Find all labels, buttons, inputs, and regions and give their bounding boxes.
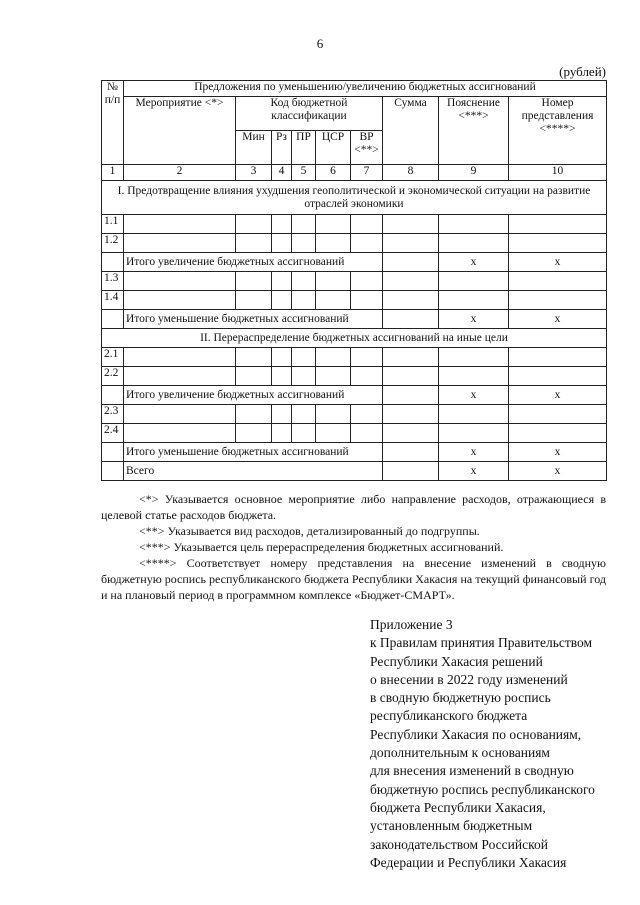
total-decrease-label: Итого уменьшение бюджетных ассигнований [124, 443, 383, 462]
col-number: 8 [383, 165, 439, 181]
x-mark: x [439, 310, 509, 329]
x-mark: x [509, 462, 607, 481]
row-number: 1.4 [102, 291, 124, 310]
footnotes [101, 491, 606, 603]
total-decrease-row [102, 443, 607, 462]
col-number: 6 [316, 165, 351, 181]
x-mark: x [439, 462, 509, 481]
appendix-line: Федерации и Республики Хакасия [370, 854, 567, 870]
appendix-line: о внесении в 2022 году изменений [370, 671, 568, 687]
appendix-line: к Правилам принятия Правительством [370, 635, 593, 651]
x-mark: x [439, 253, 509, 272]
footnote: <***> Указывается цель перераспределения бюджетных ассигнований. [139, 540, 504, 554]
header-min: Мин [236, 131, 272, 165]
table-row [102, 215, 607, 234]
total-increase-row [102, 386, 607, 405]
appendix-line: бюджетную роспись республиканского [370, 781, 595, 797]
total-increase-label: Итого увеличение бюджетных ассигнований [124, 253, 383, 272]
header-csr: ЦСР [316, 131, 351, 165]
col-number: 4 [272, 165, 292, 181]
appendix-line: Республики Хакасия по основаниям, [370, 726, 582, 742]
row-number: 2.2 [102, 367, 124, 386]
header-pr: ПР [292, 131, 316, 165]
x-mark: x [439, 386, 509, 405]
header-vr: ВР <**> [351, 131, 383, 165]
appendix-line: бюджета Республики Хакасия, [370, 799, 546, 815]
section-1-title: I. Предотвращение влияния ухудшения геополитической и экономической ситуации на развитие отраслей экономики [102, 181, 607, 215]
total-increase-label: Итого увеличение бюджетных ассигнований [124, 386, 383, 405]
footnote: <**> Указывается вид расходов, детализированный до подгруппы. [139, 524, 480, 538]
table-row [102, 405, 607, 424]
row-number: 2.1 [102, 348, 124, 367]
appendix-line: установленным бюджетным [370, 818, 533, 834]
table-row [102, 272, 607, 291]
header-event: Мероприятие <*> [124, 97, 236, 165]
table-row [102, 424, 607, 443]
page-number: 6 [316, 36, 324, 51]
col-number: 2 [124, 165, 236, 181]
row-number: 2.4 [102, 424, 124, 443]
row-number: 1.3 [102, 272, 124, 291]
row-number: 1.1 [102, 215, 124, 234]
footnote: <*> Указывается основное мероприятие либо направление расходов, отражающиеся в целевой статье расходов бюджета. [101, 492, 606, 522]
x-mark: x [509, 386, 607, 405]
header-proposals: Предложения по уменьшению/увеличению бюджетных ассигнований [124, 81, 607, 97]
header-rz: Рз [272, 131, 292, 165]
row-number: 2.3 [102, 405, 124, 424]
column-numbers-row [102, 165, 607, 181]
x-mark: x [439, 443, 509, 462]
header-code-group: Код бюджетной классификации [236, 97, 383, 131]
total-decrease-row [102, 310, 607, 329]
col-number: 7 [351, 165, 383, 181]
grand-total-label: Всего [124, 462, 383, 481]
appendix-line: в сводную бюджетную роспись [370, 690, 551, 706]
col-number: 1 [102, 165, 124, 181]
appendix-line: республиканского бюджета [370, 708, 528, 724]
table-row [102, 367, 607, 386]
x-mark: x [509, 443, 607, 462]
table-row [102, 348, 607, 367]
x-mark: x [509, 253, 607, 272]
grand-total-row [102, 462, 607, 481]
col-number: 5 [292, 165, 316, 181]
appendix-line: законодательством Российской [370, 836, 548, 852]
row-number: 1.2 [102, 234, 124, 253]
appendix-header [370, 616, 620, 872]
header-sum: Сумма [383, 97, 439, 165]
budget-allocation-table [101, 80, 607, 481]
appendix-title: Приложение 3 [370, 617, 453, 632]
header-explanation: Пояснение <***> [439, 97, 509, 165]
appendix-line: дополнительным к основаниям [370, 745, 550, 761]
col-number: 3 [236, 165, 272, 181]
table-row [102, 234, 607, 253]
col-number: 9 [439, 165, 509, 181]
header-num: № п/п [102, 81, 124, 165]
table-row [102, 291, 607, 310]
x-mark: x [509, 310, 607, 329]
col-number: 10 [509, 165, 607, 181]
units-label: (рублей) [559, 64, 606, 79]
appendix-line: для внесения изменений в сводную [370, 763, 574, 779]
total-decrease-label: Итого уменьшение бюджетных ассигнований [124, 310, 383, 329]
header-submission-number: Номер представления <****> [509, 97, 607, 165]
footnote: <****> Соответствует номеру представления на внесение изменений в сводную бюджетную роспись республиканского бюджета Республики Хакасия на текущий финансовый год и на плановый период в программном комплексе «Бюджет-СМАРТ». [101, 556, 606, 602]
section-2-title: II. Перераспределение бюджетных ассигнований на иные цели [102, 329, 607, 348]
appendix-line: Республики Хакасия решений [370, 653, 543, 669]
total-increase-row [102, 253, 607, 272]
